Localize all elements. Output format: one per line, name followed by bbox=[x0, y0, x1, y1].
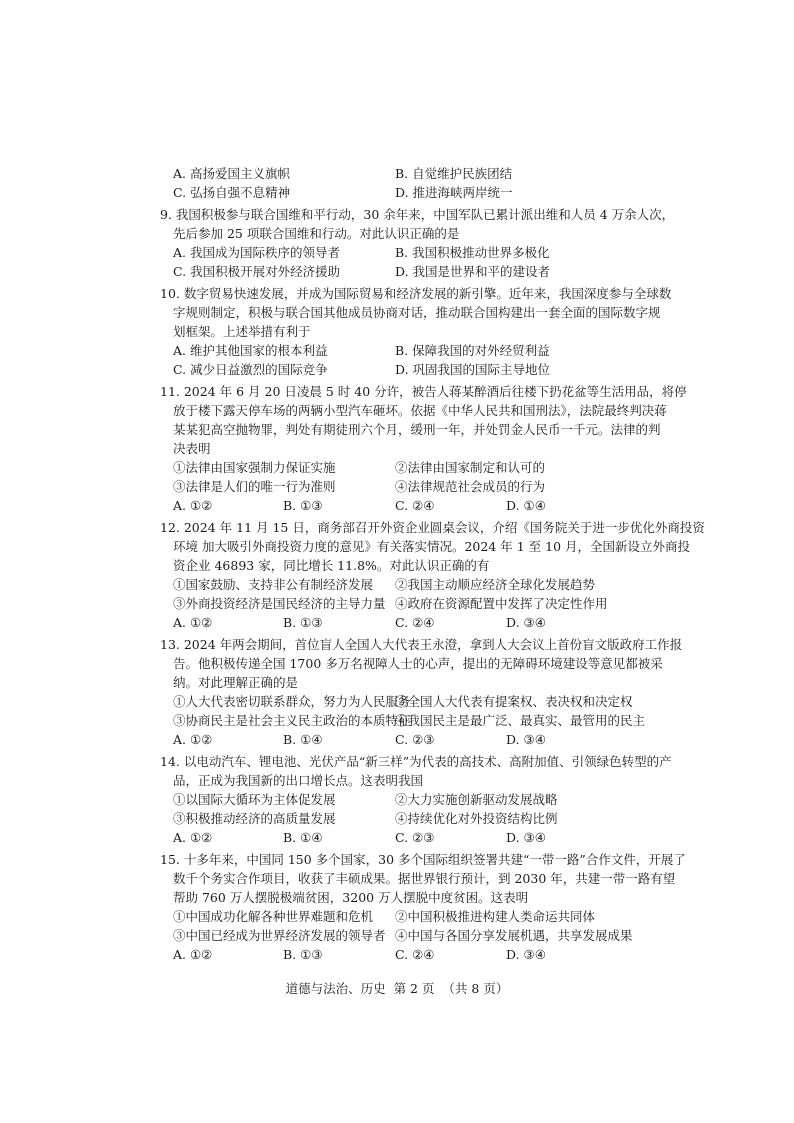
q15-statement-3: ③中国已经成为世界经济发展的领导者 bbox=[173, 928, 386, 943]
q14-statement-1: ①以国际大循环为主体促发展 bbox=[173, 792, 336, 807]
q12-statement-1: ①国家鼓励、支持非公有制经济发展 bbox=[173, 577, 374, 592]
q11-stem-line: 某某犯高空抛物罪，判处有期徒刑六个月，缓刑一年，并处罚金人民币一千元。法律的判 bbox=[173, 422, 661, 437]
q11-statement-1: ①法律由国家强制力保证实施 bbox=[173, 460, 336, 475]
q11-statement-3: ③法律是人们的唯一行为准则 bbox=[173, 479, 336, 494]
q15-choice-d: D. ③④ bbox=[506, 947, 546, 962]
q13-choice-d: D. ③④ bbox=[506, 732, 546, 747]
q13-choice-b: B. ①④ bbox=[283, 732, 323, 747]
q12-choice-d: D. ③④ bbox=[506, 615, 546, 630]
q9-option-d: D. 我国是世界和平的建设者 bbox=[395, 264, 551, 279]
q15-choice-a: A. ①② bbox=[173, 947, 213, 962]
q10-option-c: C. 减少日益激烈的国际竞争 bbox=[173, 362, 328, 377]
q13-stem-line: 13. 2024 年两会期间，首位盲人全国人大代表王永澄，拿到人大会议上首份盲文版政府工作报 bbox=[160, 637, 683, 652]
q11-choice-a: A. ①② bbox=[173, 498, 213, 513]
q14-stem-line: 品，正成为我国新的出口增长点。这表明我国 bbox=[173, 773, 424, 788]
page-footer: 道德与法治、历史 第 2 页 （共 8 页） bbox=[285, 981, 509, 996]
q8-option-b: B. 自觉维护民族团结 bbox=[395, 166, 513, 181]
q8-option-c: C. 弘扬自强不息精神 bbox=[173, 185, 291, 200]
q10-stem-line: 字规则制定，积极与联合国其他成员协商对话，推动联合国构建出一套全面的国际数字规 bbox=[173, 305, 661, 320]
q12-stem-line: 环境 加大吸引外商投资力度的意见》有关落实情况。2024 年 1 至 10 月，全国新设立外商投 bbox=[173, 539, 691, 554]
q12-statement-4: ④政府在资源配置中发挥了决定性作用 bbox=[395, 596, 608, 611]
q10-stem-line: 划框架。上述举措有利于 bbox=[173, 324, 311, 339]
q14-statement-4: ④持续优化对外投资结构比例 bbox=[395, 811, 558, 826]
q12-choice-a: A. ①② bbox=[173, 615, 213, 630]
q10-option-d: D. 巩固我国的国际主导地位 bbox=[395, 362, 551, 377]
q13-statement-3: ③协商民主是社会主义民主政治的本质特征 bbox=[173, 713, 411, 728]
q9-stem-line: 9. 我国积极参与联合国维和平行动，30 余年来，中国军队已累计派出维和人员 4 万余人次， bbox=[160, 207, 675, 222]
q9-stem-line: 先后参加 25 项联合国维和行动。对此认识正确的是 bbox=[173, 226, 460, 241]
q15-choice-b: B. ①③ bbox=[283, 947, 323, 962]
q14-statement-3: ③积极推动经济的高质量发展 bbox=[173, 811, 336, 826]
q14-choice-c: C. ②③ bbox=[395, 830, 435, 845]
q8-option-d: D. 推进海峡两岸统一 bbox=[395, 185, 513, 200]
q10-option-b: B. 保障我国的对外经贸利益 bbox=[395, 343, 550, 358]
q11-stem-line: 决表明 bbox=[173, 441, 211, 456]
q14-choice-b: B. ①④ bbox=[283, 830, 323, 845]
q13-stem-line: 告。他积极传递全国 1700 多万名视障人士的心声，提出的无障碍环境建设等意见都被采 bbox=[173, 656, 663, 671]
q12-statement-3: ③外商投资经济是国民经济的主导力量 bbox=[173, 596, 386, 611]
q14-choice-a: A. ①② bbox=[173, 830, 213, 845]
q14-statement-2: ②大力实施创新驱动发展战略 bbox=[395, 792, 558, 807]
q11-statement-2: ②法律由国家制定和认可的 bbox=[395, 460, 546, 475]
q13-statement-1: ①人大代表密切联系群众，努力为人民服务 bbox=[173, 694, 411, 709]
q15-statement-1: ①中国成功化解各种世界难题和危机 bbox=[173, 909, 374, 924]
q14-choice-d: D. ③④ bbox=[506, 830, 546, 845]
q11-choice-d: D. ①④ bbox=[506, 498, 546, 513]
q13-choice-a: A. ①② bbox=[173, 732, 213, 747]
q11-statement-4: ④法律规范社会成员的行为 bbox=[395, 479, 546, 494]
q12-stem-line: 资企业 46893 家，同比增长 11.8%。对此认识正确的有 bbox=[173, 558, 490, 573]
q13-stem-line: 纳。对此理解正确的是 bbox=[173, 675, 299, 690]
q13-statement-2: ②全国人大代表有提案权、表决权和决定权 bbox=[395, 694, 633, 709]
q13-statement-4: ④我国民主是最广泛、最真实、最管用的民主 bbox=[395, 713, 646, 728]
q9-option-b: B. 我国积极推动世界多极化 bbox=[395, 245, 550, 260]
q9-option-c: C. 我国积极开展对外经济援助 bbox=[173, 264, 341, 279]
q15-stem-line: 帮助 760 万人摆脱极端贫困，3200 万人摆脱中度贫困。这表明 bbox=[173, 890, 529, 905]
q13-choice-c: C. ②③ bbox=[395, 732, 435, 747]
q15-statement-4: ④中国与各国分享发展机遇，共享发展成果 bbox=[395, 928, 633, 943]
q12-choice-c: C. ②④ bbox=[395, 615, 435, 630]
q10-option-a: A. 维护其他国家的根本利益 bbox=[173, 343, 328, 358]
q15-stem-line: 数千个务实合作项目，收获了丰硕成果。据世界银行预计，到 2030 年，共建一带一路有望 bbox=[173, 871, 676, 886]
q14-stem-line: 14. 以电动汽车、锂电池、光伏产品“新三样”为代表的高技术、高附加值、引领绿色转型的产 bbox=[160, 754, 672, 769]
q11-stem-line: 放于楼下露天停车场的两辆小型汽车砸坏。依据《中华人民共和国刑法》，法院最终判决蒋 bbox=[173, 403, 667, 418]
q15-stem-line: 15. 十多年来，中国同 150 多个国家，30 多个国际组织签署共建“一带一路”合作文件，开展了 bbox=[160, 852, 686, 867]
q10-stem-line: 10. 数字贸易快速发展，并成为国际贸易和经济发展的新引擎。近年来，我国深度参与全球数 bbox=[160, 286, 672, 301]
q15-choice-c: C. ②④ bbox=[395, 947, 435, 962]
q12-stem-line: 12. 2024 年 11 月 15 日，商务部召开外资企业圆桌会议，介绍《国务院关于进一步优化外商投资 bbox=[160, 520, 705, 535]
q12-statement-2: ②我国主动顺应经济全球化发展趋势 bbox=[395, 577, 596, 592]
q9-option-a: A. 我国成为国际秩序的领导者 bbox=[173, 245, 340, 260]
q11-choice-b: B. ①③ bbox=[283, 498, 323, 513]
q8-option-a: A. 高扬爱国主义旗帜 bbox=[173, 166, 290, 181]
q11-choice-c: C. ②④ bbox=[395, 498, 435, 513]
q11-stem-line: 11. 2024 年 6 月 20 日凌晨 5 时 40 分许，被告人蒋某醉酒后往楼下扔花盆等生活用品，将停 bbox=[160, 384, 687, 399]
q12-choice-b: B. ①③ bbox=[283, 615, 323, 630]
q15-statement-2: ②中国积极推进构建人类命运共同体 bbox=[395, 909, 596, 924]
